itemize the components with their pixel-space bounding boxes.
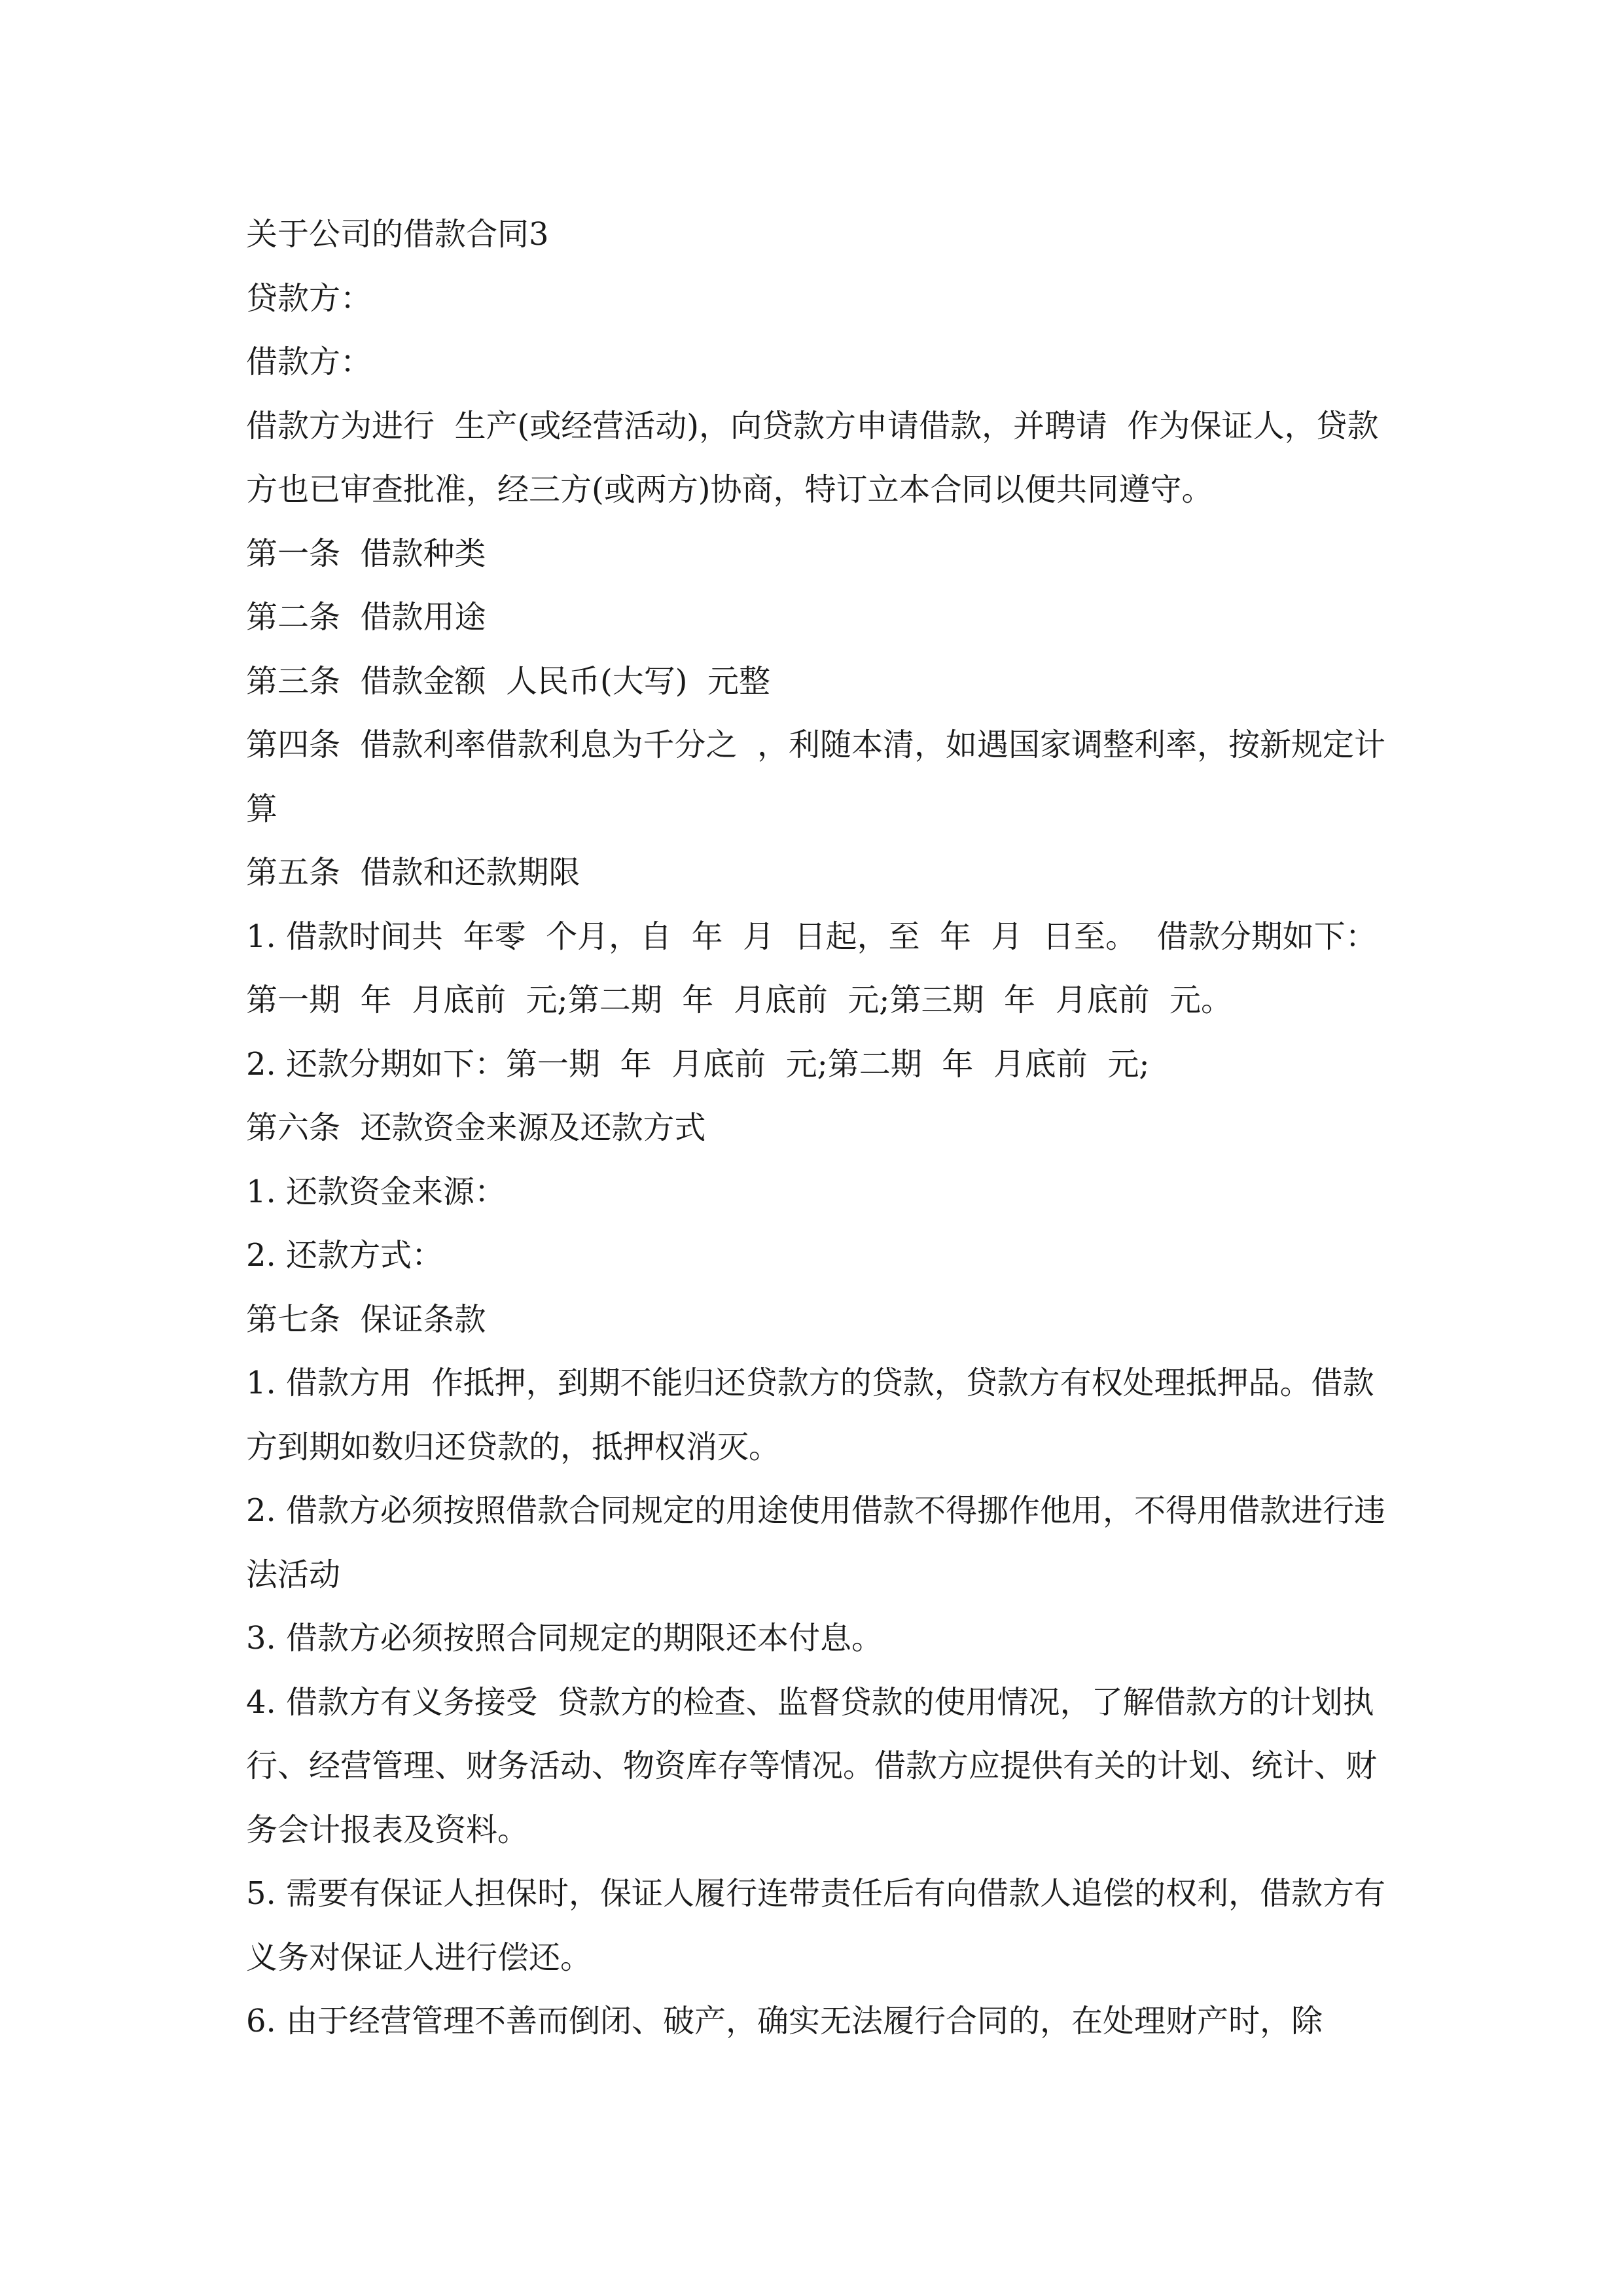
article-6-heading: 第六条 还款资金来源及还款方式 (246, 1109, 706, 1146)
lender-line: 贷款方： (246, 279, 372, 317)
document-title: 关于公司的借款合同3 (246, 216, 549, 253)
preamble-paragraph: 借款方为进行 生产(或经营活动)，向贷款方申请借款，并聘请 作为保证人，贷款方也已审查批准，经三方(或两方)协商，特订立本合同以便共同遵守。 (246, 407, 1379, 508)
article-3-heading: 第三条 借款金额 人民币(大写) 元整 (246, 662, 771, 700)
article-7-item-4: 4. 借款方有义务接受 贷款方的检查、监督贷款的使用情况，了解借款方的计划执行、经营管理、财务活动、物资库存等情况。借款方应提供有关的计划、统计、财务会计报表及资料。 (246, 1683, 1378, 1848)
article-5-item-2: 2. 还款分期如下：第一期 年 月底前 元;第二期 年 月底前 元; (246, 1045, 1150, 1083)
article-5-item-1: 1. 借款时间共 年零 个月，自 年 月 日起，至 年 月 日至。 借款分期如下： (246, 918, 1377, 955)
article-6-item-2: 2. 还款方式： (246, 1237, 444, 1274)
article-7-item-2: 2. 借款方必须按照借款合同规定的用途使用借款不得挪作他用，不得用借款进行违法活动 (246, 1492, 1386, 1593)
article-1-heading: 第一条 借款种类 (246, 535, 486, 572)
article-7-item-6: 6. 由于经营管理不善而倒闭、破产，确实无法履行合同的，在处理财产时，除 (246, 2003, 1323, 2039)
article-2-heading: 第二条 借款用途 (246, 599, 486, 636)
document-body (246, 203, 1387, 2054)
article-4-paragraph: 第四条 借款利率借款利息为千分之 ，利随本清，如遇国家调整利率，按新规定计算 (246, 726, 1386, 827)
article-7-heading: 第七条 保证条款 (246, 1300, 486, 1338)
article-5-heading: 第五条 借款和还款期限 (246, 854, 580, 891)
article-7-item-3: 3. 借款方必须按照合同规定的期限还本付息。 (246, 1620, 883, 1657)
borrower-line: 借款方： (246, 344, 372, 380)
article-7-item-1: 1. 借款方用 作抵押，到期不能归还贷款方的贷款，贷款方有权处理抵押品。借款方到期如数归还贷款的，抵押权消灭。 (246, 1365, 1374, 1465)
article-5-installments: 第一期 年 月底前 元;第二期 年 月底前 元;第三期 年 月底前 元。 (246, 982, 1232, 1018)
article-6-item-1: 1. 还款资金来源： (246, 1173, 507, 1210)
article-7-item-5: 5. 需要有保证人担保时，保证人履行连带责任后有向借款人追偿的权利，借款方有义务对保证人进行偿还。 (246, 1875, 1386, 1976)
